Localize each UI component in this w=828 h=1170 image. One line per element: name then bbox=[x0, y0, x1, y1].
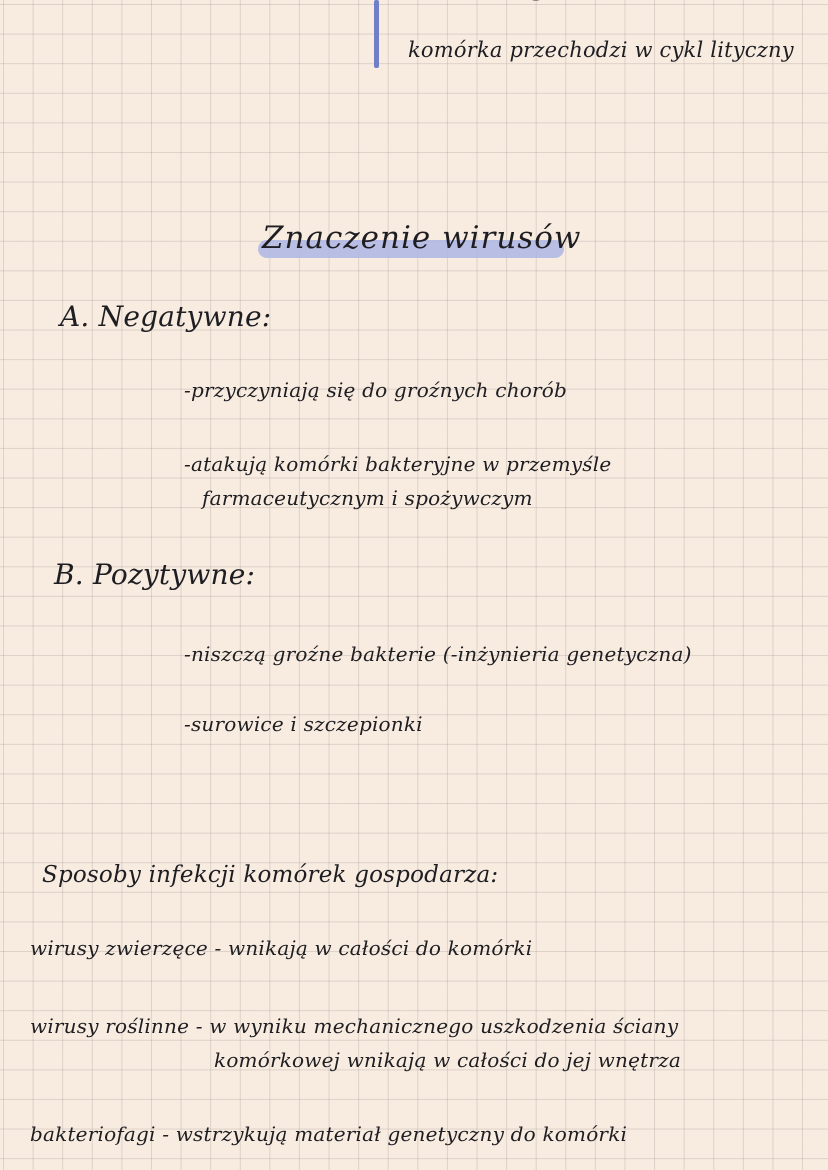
cut-off-handwriting bbox=[430, 0, 630, 6]
infection-line-plant-continued: komórkowej wnikają w całości do jej wnętrza bbox=[214, 1048, 681, 1072]
negative-heading: A. Negatywne: bbox=[60, 300, 272, 333]
infection-line-bacteriophage: bakteriofagi - wstrzykują materiał genetyczny do komórki bbox=[30, 1122, 628, 1146]
negative-item-1: -przyczyniają się do groźnych chorób bbox=[184, 378, 568, 402]
negative-item-2: -atakują komórki bakteryjne w przemyśle bbox=[184, 452, 612, 476]
infection-line-animal: wirusy zwierzęce - wnikają w całości do komórki bbox=[30, 936, 533, 960]
title-text: Znaczenie wirusów bbox=[262, 220, 582, 256]
continuation-line: komórka przechodzi w cykl lityczny bbox=[408, 38, 794, 62]
infection-heading: Sposoby infekcji komórek gospodarza: bbox=[42, 862, 499, 888]
positive-item-2: -surowice i szczepionki bbox=[184, 712, 423, 736]
section-title bbox=[256, 218, 582, 268]
infection-line-plant: wirusy roślinne - w wyniku mechanicznego uszkodzenia ściany bbox=[30, 1014, 679, 1038]
positive-item-1: -niszczą groźne bakterie (-inżynieria genetyczna) bbox=[184, 642, 692, 666]
margin-accent-bar bbox=[374, 0, 379, 68]
negative-item-2-continued: farmaceutycznym i spożywczym bbox=[202, 486, 533, 510]
positive-heading: B. Pozytywne: bbox=[54, 558, 256, 591]
